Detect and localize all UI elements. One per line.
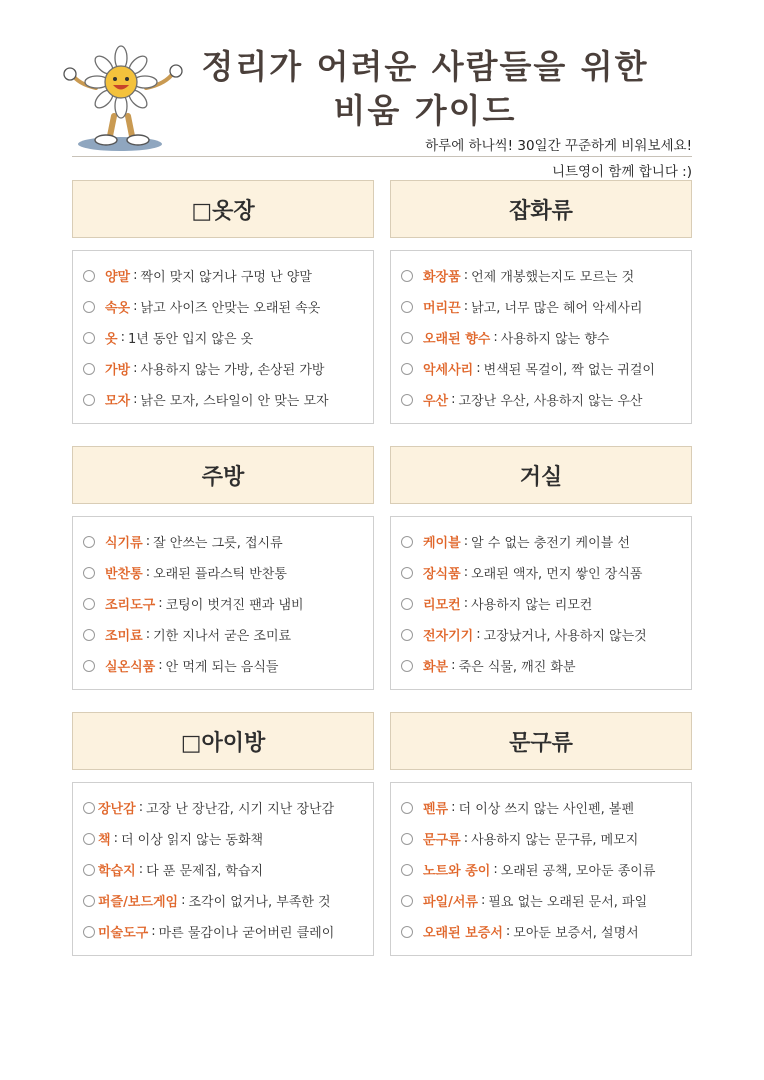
- item-keyword: 전자기기: [423, 629, 474, 644]
- item-desc: 사용하지 않는 리모컨: [471, 598, 593, 613]
- checkbox-circle[interactable]: [83, 301, 95, 313]
- item-keyword: 조리도구: [105, 598, 156, 613]
- checkbox-circle[interactable]: [401, 567, 413, 579]
- checklist-item: 가방 : 사용하지 않는 가방, 손상된 가방: [83, 353, 363, 384]
- checkbox-circle[interactable]: [83, 536, 95, 548]
- item-keyword: 오래된 향수: [423, 332, 491, 347]
- section-title: 주방: [72, 446, 374, 504]
- item-desc: 더 이상 읽지 않는 동화책: [120, 833, 264, 848]
- item-desc: 오래된 플라스틱 반찬통: [153, 567, 287, 582]
- item-keyword: 화분: [423, 660, 449, 675]
- checkbox-circle[interactable]: [83, 660, 95, 672]
- item-desc: 코팅이 벗겨진 팬과 냄비: [165, 598, 304, 613]
- checklist-item: 장식품 : 오래된 액자, 먼지 쌓인 장식품: [401, 557, 681, 588]
- item-desc: 안 먹게 되는 음식들: [165, 660, 279, 675]
- item-desc: 알 수 없는 충전기 케이블 선: [471, 536, 630, 551]
- checkbox-circle[interactable]: [83, 363, 95, 375]
- checklist: [390, 250, 692, 424]
- checklist-item: 리모컨 : 사용하지 않는 리모컨: [401, 588, 681, 619]
- checkbox-circle[interactable]: [83, 332, 95, 344]
- item-keyword: 학습지: [98, 864, 136, 879]
- section-title: 잡화류: [390, 180, 692, 238]
- checkbox-circle[interactable]: [401, 598, 413, 610]
- checkbox-circle[interactable]: [401, 332, 413, 344]
- checklist-item: 미술도구 : 마른 물감이나 굳어버린 클레이: [83, 916, 363, 947]
- checkbox-circle[interactable]: [401, 833, 413, 845]
- checklist-item: 모자 : 낡은 모자, 스타일이 안 맞는 모자: [83, 384, 363, 415]
- item-keyword: 오래된 보증서: [423, 926, 503, 941]
- item-keyword: 머리끈: [423, 301, 461, 316]
- checklist-item: 악세사리 : 변색된 목걸이, 짝 없는 귀걸이: [401, 353, 681, 384]
- checkbox-circle[interactable]: [83, 833, 95, 845]
- checkbox-circle[interactable]: [401, 802, 413, 814]
- item-keyword: 실온식품: [105, 660, 156, 675]
- item-keyword: 파일/서류: [423, 895, 478, 910]
- item-keyword: 반찬통: [105, 567, 143, 582]
- item-desc: 조각이 없거나, 부족한 것: [188, 895, 331, 910]
- checkbox-circle[interactable]: [83, 864, 95, 876]
- checkbox-circle[interactable]: [83, 802, 95, 814]
- checklist-item: 조리도구 : 코팅이 벗겨진 팬과 냄비: [83, 588, 363, 619]
- item-keyword: 노트와 종이: [423, 864, 491, 879]
- checkbox-circle[interactable]: [401, 301, 413, 313]
- checklist-item: 케이블 : 알 수 없는 충전기 케이블 선: [401, 526, 681, 557]
- item-keyword: 펜류: [423, 802, 449, 817]
- checklist-item: 문구류 : 사용하지 않는 문구류, 메모지: [401, 823, 681, 854]
- page-title-line1: 정리가 어려운 사람들을 위한: [201, 47, 649, 86]
- checklist: [72, 250, 374, 424]
- page-title-line2: 비움 가이드: [333, 91, 517, 130]
- checkbox-circle[interactable]: [401, 394, 413, 406]
- item-desc: 다 푼 문제집, 학습지: [146, 864, 264, 879]
- checklist-item: 노트와 종이 : 오래된 공책, 모아둔 종이류: [401, 854, 681, 885]
- section-stationery: [390, 712, 692, 956]
- checklist-item: 화분 : 죽은 식물, 깨진 화분: [401, 650, 681, 681]
- item-keyword: 장난감: [98, 802, 136, 817]
- checkbox-circle[interactable]: [401, 629, 413, 641]
- checklist-item: 책 : 더 이상 읽지 않는 동화책: [83, 823, 363, 854]
- item-desc: 필요 없는 오래된 문서, 파일: [488, 895, 648, 910]
- section-kitchen: [72, 446, 374, 690]
- checkbox-circle[interactable]: [83, 394, 95, 406]
- section-living-room: [390, 446, 692, 690]
- item-desc: 잘 안쓰는 그릇, 접시류: [153, 536, 283, 551]
- checkbox-circle[interactable]: [401, 926, 413, 938]
- item-desc: 사용하지 않는 문구류, 메모지: [471, 833, 639, 848]
- checkbox-circle[interactable]: [401, 660, 413, 672]
- item-desc: 낡은 모자, 스타일이 안 맞는 모자: [140, 394, 329, 409]
- item-desc: 변색된 목걸이, 짝 없는 귀걸이: [483, 363, 655, 378]
- item-keyword: 악세사리: [423, 363, 474, 378]
- checkbox-circle[interactable]: [83, 629, 95, 641]
- checklist-item: 식기류 : 잘 안쓰는 그릇, 접시류: [83, 526, 363, 557]
- item-desc: 사용하지 않는 가방, 손상된 가방: [140, 363, 325, 378]
- item-keyword: 속옷: [105, 301, 131, 316]
- checklist-item: 속옷 : 낡고 사이즈 안맞는 오래된 속옷: [83, 291, 363, 322]
- item-keyword: 리모컨: [423, 598, 461, 613]
- page-subtitle: 하루에 하나씩! 30일간 꾸준하게 비워보세요!: [425, 138, 692, 154]
- checklist-item: 머리끈 : 낡고, 너무 많은 헤어 악세사리: [401, 291, 681, 322]
- item-keyword: 가방: [105, 363, 131, 378]
- daisy-mascot-illustration: [58, 44, 192, 152]
- checklist: [390, 516, 692, 690]
- item-desc: 기한 지나서 굳은 조미료: [153, 629, 292, 644]
- section-kids-room: [72, 712, 374, 956]
- item-keyword: 조미료: [105, 629, 143, 644]
- item-desc: 오래된 공책, 모아둔 종이류: [500, 864, 656, 879]
- item-keyword: 장식품: [423, 567, 461, 582]
- item-desc: 언제 개봉했는지도 모르는 것: [471, 270, 635, 285]
- checklist-item: 조미료 : 기한 지나서 굳은 조미료: [83, 619, 363, 650]
- item-keyword: 우산: [423, 394, 449, 409]
- checkbox-circle[interactable]: [83, 926, 95, 938]
- checkbox-circle[interactable]: [401, 895, 413, 907]
- checklist-item: 우산 : 고장난 우산, 사용하지 않는 우산: [401, 384, 681, 415]
- item-desc: 짝이 맞지 않거나 구멍 난 양말: [140, 270, 312, 285]
- section-title: 거실: [390, 446, 692, 504]
- checkbox-circle[interactable]: [83, 270, 95, 282]
- checklist-item: 파일/서류 : 필요 없는 오래된 문서, 파일: [401, 885, 681, 916]
- item-keyword: 케이블: [423, 536, 461, 551]
- item-desc: 오래된 액자, 먼지 쌓인 장식품: [471, 567, 643, 582]
- item-keyword: 식기류: [105, 536, 143, 551]
- section-title: 문구류: [390, 712, 692, 770]
- checkbox-circle[interactable]: [83, 895, 95, 907]
- item-desc: 고장난 우산, 사용하지 않는 우산: [458, 394, 643, 409]
- checkbox-circle[interactable]: [401, 270, 413, 282]
- item-keyword: 문구류: [423, 833, 461, 848]
- checklist: [390, 782, 692, 956]
- checklist-item: 화장품 : 언제 개봉했는지도 모르는 것: [401, 260, 681, 291]
- item-keyword: 화장품: [423, 270, 461, 285]
- item-desc: 1년 동안 입지 않은 옷: [127, 332, 254, 347]
- checklist-item: 양말 : 짝이 맞지 않거나 구멍 난 양말: [83, 260, 363, 291]
- checklist-item: 전자기기 : 고장났거나, 사용하지 않는것: [401, 619, 681, 650]
- credit-line: 니트영이 함께 합니다 :): [551, 164, 692, 180]
- item-keyword: 모자: [105, 394, 131, 409]
- checklist: [72, 516, 374, 690]
- item-desc: 사용하지 않는 향수: [500, 332, 610, 347]
- item-desc: 고장 난 장난감, 시기 지난 장난감: [146, 802, 335, 817]
- section-closet: [72, 180, 374, 424]
- checkbox-circle[interactable]: [83, 567, 95, 579]
- item-desc: 모아둔 보증서, 설명서: [513, 926, 639, 941]
- checklist-item: 반찬통 : 오래된 플라스틱 반찬통: [83, 557, 363, 588]
- item-keyword: 퍼즐/보드게임: [98, 895, 179, 910]
- item-desc: 낡고 사이즈 안맞는 오래된 속옷: [140, 301, 321, 316]
- section-title: □옷장: [72, 180, 374, 238]
- checklist-item: 퍼즐/보드게임 : 조각이 없거나, 부족한 것: [83, 885, 363, 916]
- header-divider: [72, 156, 692, 157]
- item-desc: 죽은 식물, 깨진 화분: [458, 660, 576, 675]
- item-desc: 마른 물감이나 굳어버린 클레이: [158, 926, 335, 941]
- item-keyword: 미술도구: [98, 926, 149, 941]
- item-keyword: 옷: [105, 332, 118, 347]
- checklist-item: 오래된 보증서 : 모아둔 보증서, 설명서: [401, 916, 681, 947]
- item-desc: 더 이상 쓰지 않는 사인펜, 볼펜: [458, 802, 635, 817]
- checkbox-circle[interactable]: [401, 363, 413, 375]
- item-keyword: 양말: [105, 270, 131, 285]
- checklist-item: 옷 : 1년 동안 입지 않은 옷: [83, 322, 363, 353]
- item-keyword: 책: [98, 833, 111, 848]
- section-accessories: [390, 180, 692, 424]
- checklist-item: 오래된 향수 : 사용하지 않는 향수: [401, 322, 681, 353]
- checkbox-circle[interactable]: [401, 864, 413, 876]
- checkbox-circle[interactable]: [83, 598, 95, 610]
- checklist: [72, 782, 374, 956]
- checklist-item: 장난감 : 고장 난 장난감, 시기 지난 장난감: [83, 792, 363, 823]
- checkbox-circle[interactable]: [401, 536, 413, 548]
- checklist-item: 실온식품 : 안 먹게 되는 음식들: [83, 650, 363, 681]
- checklist-item: 펜류 : 더 이상 쓰지 않는 사인펜, 볼펜: [401, 792, 681, 823]
- section-title: □아이방: [72, 712, 374, 770]
- checklist-item: 학습지 : 다 푼 문제집, 학습지: [83, 854, 363, 885]
- item-desc: 고장났거나, 사용하지 않는것: [483, 629, 647, 644]
- item-desc: 낡고, 너무 많은 헤어 악세사리: [471, 301, 643, 316]
